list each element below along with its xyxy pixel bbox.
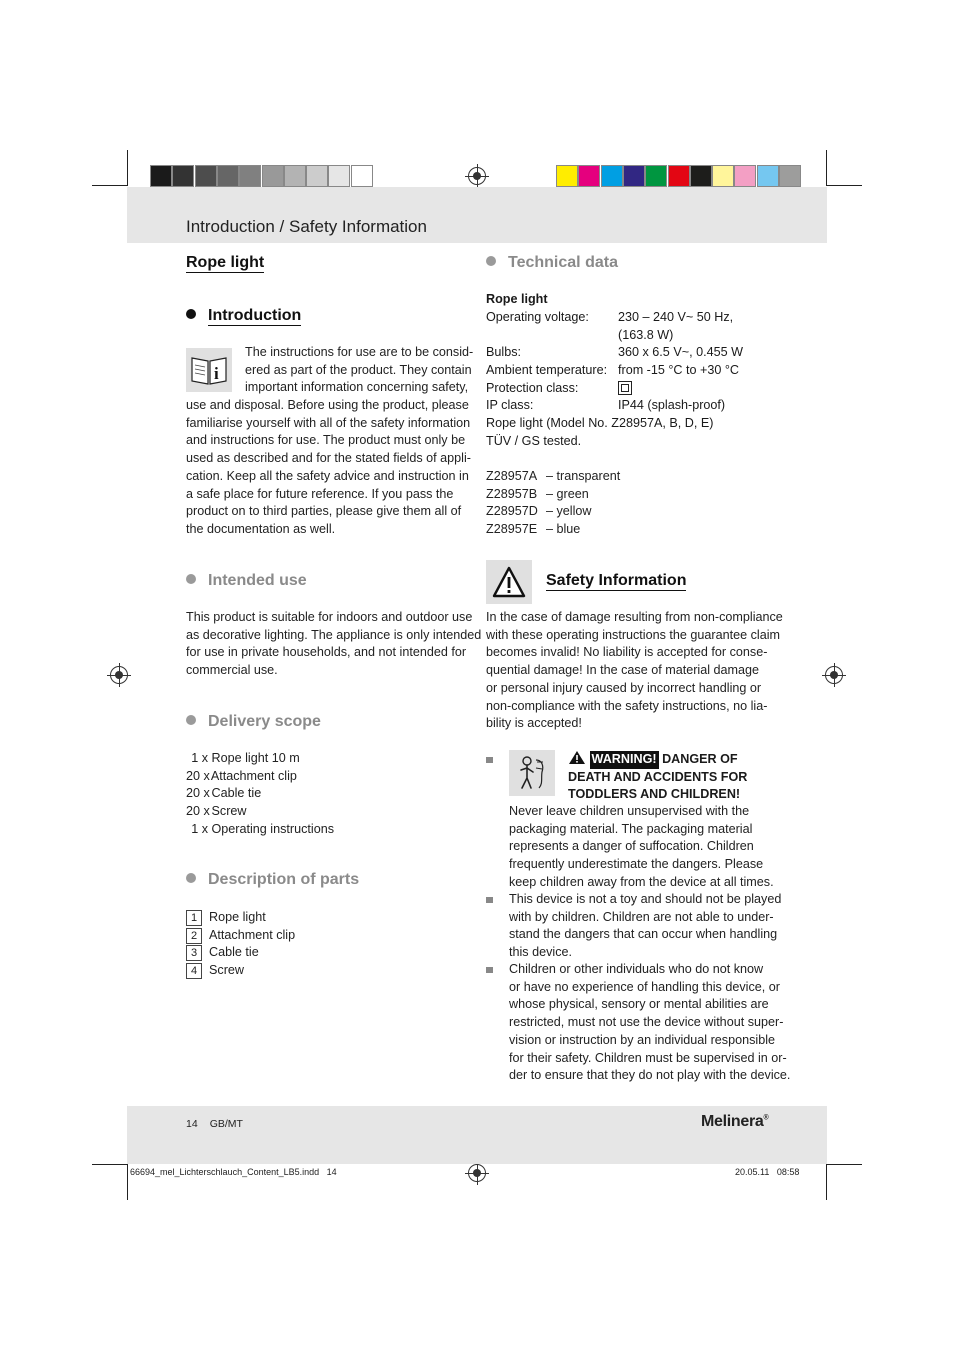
tech-label: Protection class: (486, 381, 579, 395)
page-title: Introduction / Safety Information (186, 217, 427, 236)
list-bullet-icon (486, 897, 493, 903)
text-line: The instructions for use are to be consid- (245, 345, 474, 359)
tech-value: 360 x 6.5 V~, 0.455 W (618, 345, 743, 359)
protection-class-ii-icon (618, 381, 632, 395)
gray-swatch (262, 165, 284, 187)
text-line: Never leave children unsupervised with the (509, 804, 750, 818)
list-item: 20 x Cable tie (186, 786, 262, 801)
text-line: represents a danger of suffocation. Children (509, 839, 754, 854)
safety-information-heading: Safety Information (546, 572, 687, 589)
introduction-heading: Introduction (186, 307, 301, 325)
list-bullet-icon (486, 967, 493, 973)
text-line: as decorative lighting. The appliance is only intended (186, 627, 482, 642)
heading-bullet-icon (186, 873, 196, 883)
text-line: cation. Keep all the safety advice and instruction in (186, 468, 469, 483)
tech-value: IP44 (splash-proof) (618, 398, 726, 412)
text-line: restricted, must not use the device without super- (509, 1015, 784, 1030)
gray-swatch (150, 165, 172, 187)
text-line: commercial use. (186, 663, 278, 678)
color-swatch (734, 165, 756, 187)
heading-bullet-icon (186, 574, 196, 584)
file-info: 66694_mel_Lichterschlauch_Content_LB5.indd 14 (130, 1167, 337, 1177)
text-line: a safe place for future reference. If you pass the (186, 486, 454, 501)
warning-title-line: TODDLERS AND CHILDREN! (568, 787, 741, 802)
color-swatch (712, 165, 734, 187)
warning-title-line: DEATH AND ACCIDENTS FOR (568, 769, 748, 784)
part-number: 4 (186, 963, 202, 979)
text-line: frequently underestimate the dangers. Please (509, 857, 764, 872)
text-line: vision or instruction by an individual responsible (509, 1032, 776, 1047)
safety-bullet-1 (509, 803, 774, 892)
delivery-scope-heading: Delivery scope (186, 713, 321, 731)
svg-text:i: i (214, 364, 219, 383)
text-line: whose physical, sensory or mental abilities are (509, 997, 769, 1012)
warning-title-line: WARNING! DANGER OF (568, 750, 747, 769)
introduction-text (186, 397, 471, 539)
tech-label: IP class: (486, 398, 534, 412)
heading-bullet-icon (486, 256, 496, 266)
tech-value: from -15 °C to +30 °C (618, 363, 740, 377)
tech-label: Operating voltage: (486, 310, 589, 324)
warning-triangle-icon (486, 560, 532, 604)
gray-swatch (217, 165, 239, 187)
date-time: 20.05.11 08:58 (735, 1167, 800, 1177)
text-line: use and disposal. Before using the product, please (186, 398, 469, 412)
text-line: product on to third parties, please give them all of (186, 504, 462, 519)
color-swatch (556, 165, 578, 187)
page-number: 14 (186, 1118, 198, 1130)
list-item: Z28957D – yellow (486, 504, 592, 519)
variant-list (486, 468, 620, 539)
model-line: Rope light (Model No. Z28957A, B, D, E) (486, 416, 714, 430)
list-bullet-icon (486, 757, 493, 763)
text-line: der to ensure that they do not play with the device. (509, 1068, 791, 1083)
text-line: important information concerning safety, (245, 380, 469, 395)
child-packaging-warning-icon (509, 750, 555, 796)
list-item: 3 Cable tie (186, 944, 295, 962)
warning-title (568, 750, 747, 804)
intended-use-text (186, 609, 481, 680)
delivery-scope-list (186, 750, 334, 839)
text-line: the documentation as well. (186, 521, 336, 536)
gray-swatch (306, 165, 328, 187)
list-item: 1 Rope light (186, 909, 295, 927)
text-line: bility is accepted! (486, 716, 582, 731)
registration-mark-icon (825, 666, 843, 684)
warning-small-icon (568, 750, 586, 765)
tech-value: 230 – 240 V~ 50 Hz, (618, 310, 734, 324)
gray-swatch (239, 165, 261, 187)
text-line: familiarise yourself with all of the safety information (186, 415, 471, 430)
crop-mark (92, 1164, 128, 1165)
color-swatch (601, 165, 623, 187)
text-line: In the case of damage resulting from non-compliance (486, 610, 783, 624)
color-swatch (779, 165, 801, 187)
warning-label: WARNING! (590, 751, 659, 769)
text-line: becomes invalid! No liability is accepted for conse- (486, 645, 768, 660)
color-swatch (623, 165, 645, 187)
part-number: 3 (186, 945, 202, 961)
description-of-parts-heading: Description of parts (186, 871, 359, 889)
region-code: GB/MT (209, 1118, 243, 1130)
tech-label: Bulbs: (486, 345, 522, 359)
brand-logo: Melinera® (701, 1113, 769, 1130)
safety-intro-text (486, 609, 783, 733)
heading-bullet-icon (186, 309, 196, 319)
registration-mark-icon (468, 167, 486, 185)
text-line: This device is not a toy and should not be played (509, 892, 782, 906)
introduction-text-top (245, 344, 473, 397)
list-item: 20 x Screw (186, 804, 247, 819)
crop-mark (826, 1164, 827, 1200)
text-line: or have no experience of handling this device, or (509, 979, 780, 994)
list-item: Z28957B – green (486, 486, 589, 501)
page-number-area (186, 1118, 243, 1130)
text-line: packaging material. The packaging material (509, 821, 753, 836)
color-swatch (668, 165, 690, 187)
crop-mark (127, 1164, 128, 1200)
list-item: Z28957E – blue (486, 522, 581, 537)
color-swatch (690, 165, 712, 187)
text-line: for their safety. Children must be supervised in or- (509, 1050, 787, 1065)
color-swatch (578, 165, 600, 187)
list-item: 1 x Operating instructions (191, 821, 335, 836)
text-line: and instructions for use. The product must only be (186, 433, 466, 448)
list-item: 4 Screw (186, 962, 295, 980)
text-line: non-compliance with the safety instructions, no lia- (486, 698, 768, 713)
list-item: Z28957A – transparent (486, 469, 621, 483)
text-line: Children or other individuals who do not know (509, 962, 764, 976)
heading-bullet-icon (186, 715, 196, 725)
parts-list (186, 909, 295, 979)
registration-mark-icon (468, 1164, 486, 1182)
safety-bullet-2 (509, 891, 781, 962)
gray-swatch (195, 165, 217, 187)
gray-swatch (172, 165, 194, 187)
crop-mark (826, 150, 827, 186)
tested-line: TÜV / GS tested. (486, 434, 582, 448)
color-swatch (645, 165, 667, 187)
crop-mark (826, 1164, 862, 1165)
gray-swatch (351, 165, 373, 187)
part-number: 2 (186, 928, 202, 944)
text-line: with these operating instructions the guarantee claim (486, 627, 781, 642)
gray-swatch (284, 165, 306, 187)
color-swatch (757, 165, 779, 187)
tech-label: Ambient temperature: (486, 363, 608, 377)
list-item: 20 x Attachment clip (186, 768, 297, 783)
list-item: 2 Attachment clip (186, 927, 295, 945)
safety-bullet-3 (509, 961, 790, 1085)
text-line: keep children away from the device at all times. (509, 874, 774, 889)
text-line: quential damage! In the case of material damage (486, 663, 760, 678)
text-line: used as described and for the stated fields of appli- (186, 451, 471, 466)
registration-mark-icon (110, 666, 128, 684)
technical-data-heading: Technical data (486, 254, 618, 272)
crop-mark (127, 150, 128, 186)
technical-subheading: Rope light (486, 292, 548, 306)
text-line: ered as part of the product. They contain (245, 362, 472, 377)
text-line: or personal injury caused by incorrect handling or (486, 680, 762, 695)
text-line: This product is suitable for indoors and outdoor use (186, 610, 473, 624)
product-title: Rope light (186, 254, 265, 271)
part-number: 1 (186, 910, 202, 926)
crop-mark (92, 185, 128, 186)
text-line: for use in private households, and not intended for (186, 645, 467, 660)
list-item: 1 x Rope light 10 m (191, 751, 300, 765)
text-line: stand the dangers that can occur when handling (509, 927, 778, 942)
tech-value: (163.8 W) (618, 328, 674, 342)
crop-mark (826, 185, 862, 186)
intended-use-heading: Intended use (186, 572, 307, 590)
text-line: this device. (509, 945, 572, 960)
gray-swatch (328, 165, 350, 187)
info-book-icon (186, 348, 232, 392)
text-line: with by children. Children are not able to under- (509, 909, 774, 924)
